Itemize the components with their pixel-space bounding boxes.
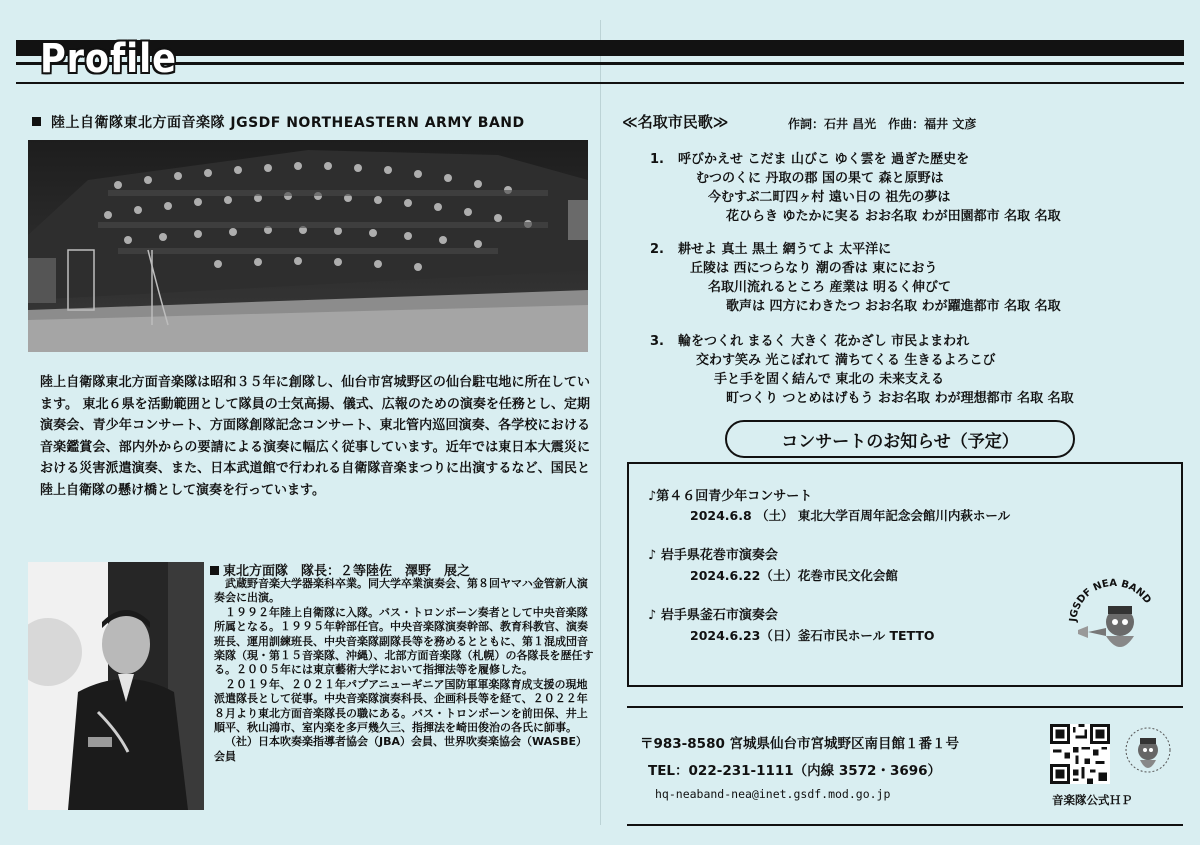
conductor-title-text: 東北方面隊 隊長：２等陸佐 澤野 展之 bbox=[223, 564, 471, 579]
verse-line: 歌声は 四方にわきたつ おお名取 わが躍進都市 名取 名取 bbox=[726, 299, 1061, 314]
mascot-icon bbox=[1118, 720, 1174, 784]
song-credit: 作詞：石井 昌光 作曲：福井 文彦 bbox=[788, 117, 977, 131]
qr-code-icon[interactable] bbox=[1050, 724, 1110, 784]
contact-top-rule bbox=[627, 706, 1183, 708]
page-title: Profile bbox=[40, 36, 177, 82]
header-bar bbox=[16, 40, 1184, 56]
concert-event-name: ♪ 岩手県花巻市演奏会 bbox=[648, 548, 778, 563]
conductor-bio bbox=[214, 577, 596, 764]
verse-line: 交わす笑み 光こぼれて 満ちてくる 生きるよろこび bbox=[696, 353, 996, 368]
contact-address: 〒983-8580 宮城県仙台市宮城野区南目館１番１号 bbox=[640, 736, 960, 752]
verse-line: 耕せよ 真土 黒土 網うてよ 太平洋に bbox=[678, 242, 892, 257]
header-underline bbox=[16, 82, 1184, 84]
verse-line: 今むすぶ二町四ヶ村 遠い日の 祖先の夢は bbox=[708, 190, 951, 205]
verse-line: 花ひらき ゆたかに実る おお名取 わが田園都市 名取 名取 bbox=[726, 209, 1061, 224]
song-verse-3 bbox=[650, 332, 1170, 412]
conductor-photo bbox=[28, 562, 204, 810]
contact-bottom-rule bbox=[627, 824, 1183, 826]
bullet-square-icon bbox=[210, 566, 219, 575]
concert-event-detail: 2024.6.8 （土） 東北大学百周年記念会館川内萩ホール bbox=[690, 508, 1011, 523]
concert-event-name: ♪ 岩手県釜石市演奏会 bbox=[648, 608, 778, 623]
bio-paragraph: 武蔵野音楽大学器楽科卒業。同大学卒業演奏会、第８回ヤマハ金管新人演奏会に出演。 bbox=[214, 577, 588, 605]
song-verse-1 bbox=[650, 150, 1170, 230]
concert-event-detail: 2024.6.22（土）花巻市民文化会館 bbox=[690, 568, 898, 583]
verse-line: 手と手を固く結んで 東北の 未来支える bbox=[714, 372, 945, 387]
verse-line: 輪をつくれ まるく 大きく 花かざし 市民よまわれ bbox=[678, 334, 970, 349]
header-rule bbox=[16, 62, 1184, 65]
concert-heading: コンサートのお知らせ（予定） bbox=[725, 420, 1075, 458]
bio-paragraph: １９９２年陸上自衛隊に入隊。バス・トロンボーン奏者として中央音楽隊所属となる。１９９５年幹部任官。中央音楽隊演奏幹部、教育科教官、演奏班長、運用訓練班長、中央音楽隊副隊長等を務めるとともに、第１混成団音楽隊（現・第１５音楽隊、沖縄）、北部方面音楽隊（札幌）の各隊長を歴任する。２００５年には東京藝術大学において指揮法等を履修した。 bbox=[214, 605, 594, 677]
band-logo bbox=[1058, 562, 1168, 672]
bio-paragraph: ２０１９年、２０２１年パプアニューギニア国防軍軍楽隊育成支援の現地派遣隊長として従事。中央音楽隊演奏科長、企画科長等を経て、２０２２年８月より東北方面音楽隊長の職にある。バス・トロンボーンを前田保、井上順平、秋山鴻市、室内楽を多戸幾久三、指揮法を崎田俊治の各氏に師事。 bbox=[214, 677, 588, 735]
verse-number: 1. bbox=[650, 152, 664, 167]
fold-line bbox=[600, 20, 601, 825]
verse-line: 呼びかえせ こだま 山びこ ゆく雲を 過ぎた歴史を bbox=[678, 152, 970, 167]
verse-line: 丘陵は 西につらなり 潮の香は 東ににおう bbox=[690, 261, 938, 276]
official-hp-label: 音楽隊公式ＨＰ bbox=[1052, 793, 1133, 807]
verse-number: 3. bbox=[650, 334, 664, 349]
song-title: ≪名取市民歌≫ bbox=[622, 113, 729, 131]
band-section-title bbox=[32, 112, 525, 132]
band-title-text: 陸上自衛隊東北方面音楽隊 JGSDF NORTHEASTERN ARMY BAND bbox=[51, 115, 525, 131]
contact-email-link[interactable]: hq-neaband-nea@inet.gsdf.mod.go.jp bbox=[655, 787, 891, 801]
contact-tel: TEL：022-231-1111（内線 3572・3696） bbox=[648, 763, 942, 779]
logo-text: JGSDF NEA BAND bbox=[1067, 577, 1153, 623]
song-verse-2 bbox=[650, 240, 1170, 320]
verse-line: むつのくに 丹取の郡 国の果て 森と原野は bbox=[696, 171, 944, 186]
concert-event-detail: 2024.6.23（日）釜石市民ホール TETTO bbox=[690, 628, 935, 643]
concert-event-name: ♪第４６回青少年コンサート bbox=[648, 489, 813, 504]
bio-paragraph: （社）日本吹奏楽指導者協会（JBA）会員、世界吹奏楽協会（WASBE）会員 bbox=[214, 735, 587, 763]
band-intro: 陸上自衛隊東北方面音楽隊は昭和３５年に創隊し、仙台市宮城野区の仙台駐屯地に所在しています。 東北６県を活動範囲として隊員の士気高揚、儀式、広報のための演奏を任務とし、定期演奏会、青少年コンサート、方面隊創隊記念コンサート、東北管内巡回演奏、各学校における音楽鑑賞会、部内外からの要請による演奏に幅広く従事しています。近年では東日本大震災における災害派遣演奏、また、日本武道館で行われる自衛隊音楽まつりに出演するなど、国民と陸上自衛隊の懸け橋として演奏を行っています。 bbox=[40, 375, 590, 498]
verse-line: 町つくり つとめはげもう おお名取 わが理想都市 名取 名取 bbox=[726, 391, 1074, 406]
verse-line: 名取川流れるところ 産業は 明るく伸びて bbox=[708, 280, 952, 295]
verse-number: 2. bbox=[650, 242, 664, 257]
band-photo bbox=[28, 140, 588, 352]
bullet-square-icon bbox=[32, 117, 41, 126]
